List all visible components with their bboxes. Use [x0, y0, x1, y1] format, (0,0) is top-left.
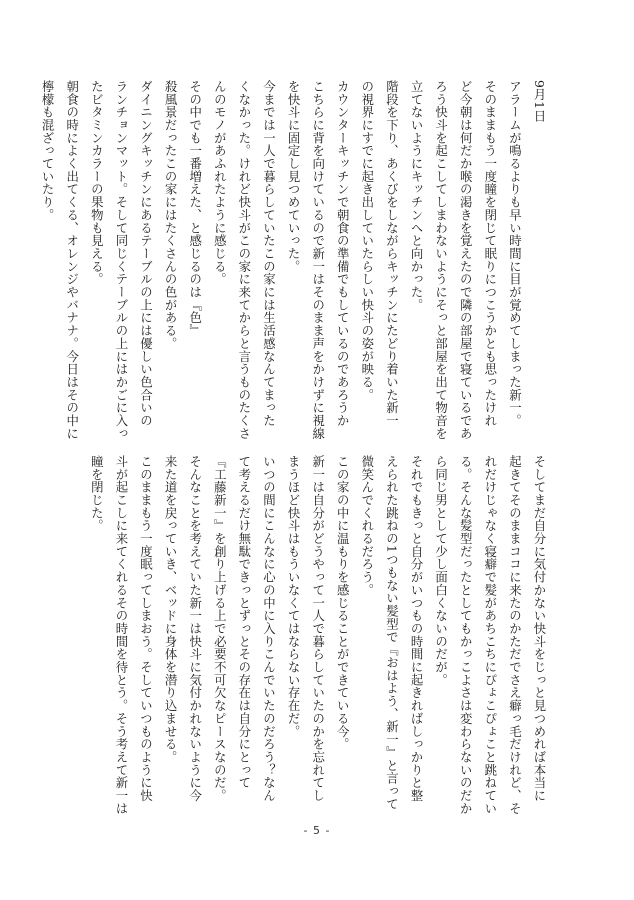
text-line: この家の中に温もりを感じることができている今。 — [335, 455, 351, 751]
text-line: 起きてそのままココに来たのかただでさえ癖っ毛だけれど、そ — [507, 455, 523, 815]
text-line: カウンターキッチンで朝食の準備でもしているのであろうか — [335, 80, 351, 427]
text-line: そのままもう一度瞳を閉じて眠りにつこうかとも思ったけれ — [482, 80, 498, 427]
text-line: 瞳を閉じた。 — [89, 455, 105, 533]
text-line: そんなことを考えていた新一は快斗に気付かれないように今 — [187, 455, 203, 802]
lower-text-block — [81, 455, 551, 815]
text-line: んのモノがあふれたように感じる。 — [212, 80, 228, 286]
date-heading: 9月1日 — [532, 80, 547, 123]
text-line: 新一は自分がどうやって一人で暮らしていたのかを忘れてし — [310, 455, 326, 802]
text-line: いつの間にこんなに心の中に入りこんでいたのだろう？なん — [261, 455, 277, 802]
text-line: そしてまだ自分に気付かない快斗をじっと見つめれば本当に — [532, 455, 547, 802]
text-line: こちらに背を向けているので新一はそのまま声をかけずに視線 — [310, 80, 326, 440]
text-line: 殺風景だったこの家にはたくさんの色がある。 — [163, 80, 179, 350]
text-line: 今までは一人で暮らしていたこの家には生活感なんてまった — [261, 80, 277, 427]
text-line: くなかった。けれど快斗がこの家に来てからと言うものたくさ — [236, 80, 252, 440]
text-line: 『工藤新一』を創り上げる上で必要不可欠なピースなのだ。 — [212, 455, 228, 802]
text-line: 檸檬も混ざっていたり。 — [40, 80, 56, 222]
text-line: その中でも一番増えた、と感じるのは『色』 — [187, 80, 203, 337]
text-line: 斗が起こしに来てくれるその時間を待とう。そう考えて新一は — [113, 455, 129, 815]
text-line: このままもう一度眠ってしまおう。そしていつものように快 — [138, 455, 154, 802]
text-line: を快斗に固定し見つめていった。 — [286, 80, 302, 273]
text-line: れだけじゃなく寝癖で髪があちこちにぴょこぴょこと跳ねてい — [482, 455, 498, 815]
text-line: えられた跳ねの1つもない髪型で『おはよう、新一』と言って — [384, 455, 400, 811]
text-line: ダイニングキッチンにあるテーブルの上には優しい色合いの — [138, 80, 154, 427]
text-line: たビタミンカラーの果物も見える。 — [89, 80, 105, 286]
text-line: 立てないようにキッチンへと向かった。 — [409, 80, 425, 312]
text-line: て考えるだけ無駄できっとずっとその存在は自分にとって — [236, 455, 252, 790]
text-line: ランチョンマット。そして同じくテーブルの上にはかごに入っ — [113, 80, 129, 440]
text-line: ら同じ男として少し面白くないのだが。 — [433, 455, 449, 687]
text-line: 微笑んでくれるだろう。 — [359, 455, 375, 597]
text-line: 来た道を戻っていき、ベッドに身体を潜り込ませる。 — [163, 455, 179, 764]
text-line: それでもきっと自分がいつもの時間に起きればしっかりと整 — [409, 455, 425, 802]
text-line: 階段を下り、あくびをしながらキッチンにたどり着いた新一 — [384, 80, 400, 427]
text-line: アラームが鳴るよりも早い時間に目が覚めてしまった新一。 — [507, 80, 523, 427]
text-line: まうほど快斗はもういなくてはならない存在だ。 — [286, 455, 302, 738]
page-number: - 5 - — [303, 824, 331, 837]
text-line: ど今朝は何だか喉の渇きを覚えたので隣の部屋で寝ているであ — [458, 80, 474, 440]
text-line: ろう快斗を起こしてしまわないようにそっと部屋を出て物音を — [433, 80, 449, 440]
text-line: 朝食の時によく出てくる、オレンジやバナナ。今日はその中に — [64, 80, 80, 440]
text-line: る。そんな髪型だったとしてもかっこよさは変わらないのだか — [458, 455, 474, 815]
text-line: の視界にすでに起き出していたらしい快斗の姿が映る。 — [359, 80, 375, 402]
upper-text-block — [40, 80, 551, 440]
